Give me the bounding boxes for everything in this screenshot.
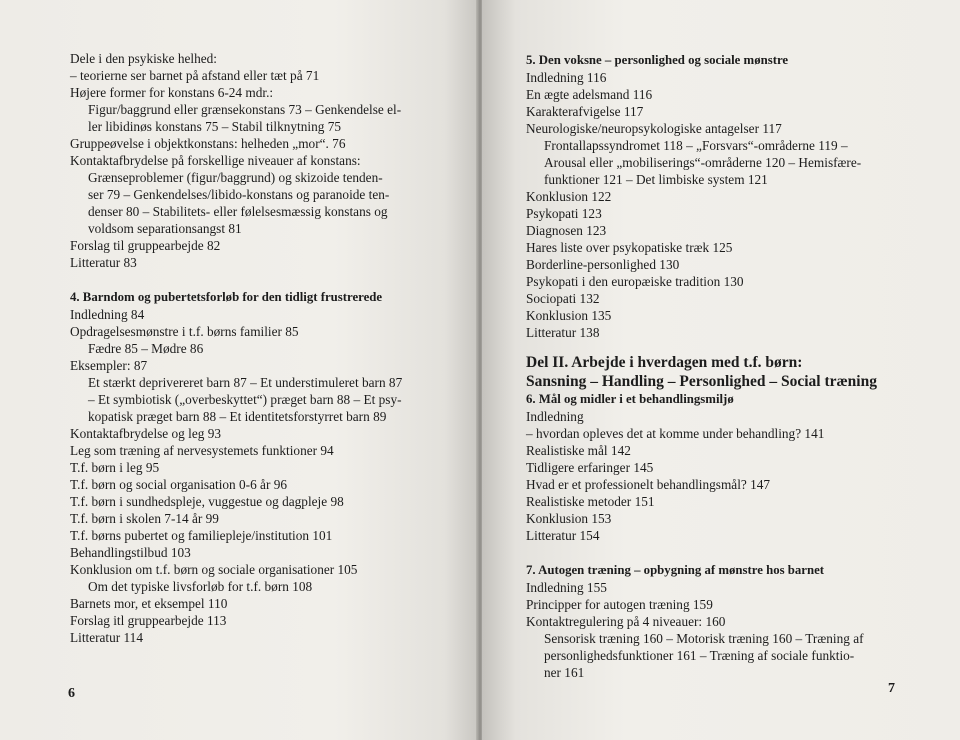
toc-entry: Principper for autogen træning 159 — [526, 597, 713, 612]
toc-entry: Indledning 84 — [70, 307, 145, 322]
toc-entry: T.f. børn og social organisation 0-6 år 96 — [70, 477, 288, 492]
toc-entry: Konklusion 153 — [526, 511, 612, 526]
toc-entry: kopatisk præget barn 88 – Et identitetsforstyrret barn 89 — [88, 409, 387, 424]
toc-entry: Behandlingstilbud 103 — [70, 545, 191, 560]
toc-entry: Et stærkt deprivereret barn 87 – Et understimuleret barn 87 — [88, 375, 403, 390]
toc-entry: Kontaktregulering på 4 niveauer: 160 — [526, 614, 726, 629]
left-page — [0, 0, 478, 740]
toc-entry: Litteratur 154 — [526, 528, 600, 543]
toc-entry: T.f. børn i skolen 7-14 år 99 — [70, 511, 219, 526]
toc-entry: Litteratur 138 — [526, 325, 600, 340]
toc-entry: Figur/baggrund eller grænsekonstans 73 – Genkendelse el- — [88, 102, 402, 117]
toc-entry: Forslag itl gruppearbejde 113 — [70, 613, 227, 628]
toc-entry: Tidligere erfaringer 145 — [526, 460, 654, 475]
toc-entry: Diagnosen 123 — [526, 223, 607, 238]
toc-entry: personlighedsfunktioner 161 – Træning af sociale funktio- — [544, 648, 855, 663]
toc-entry: Hvad er et professionelt behandlingsmål? 147 — [526, 477, 771, 492]
toc-entry: T.f. børn i sundhedspleje, vuggestue og dagpleje 98 — [70, 494, 344, 509]
toc-entry: Konklusion 135 — [526, 308, 612, 323]
toc-entry: T.f. børns pubertet og familiepleje/institution 101 — [70, 528, 333, 543]
chapter-heading: 4. Barndom og pubertetsforløb for den tidligt frustrerede — [70, 290, 383, 304]
chapter-heading: 7. Autogen træning – opbygning af mønstre hos barnet — [526, 563, 825, 577]
toc-entry: ler libidinøs konstans 75 – Stabil tilknytning 75 — [88, 119, 342, 134]
toc-entry: denser 80 – Stabilitets- eller følelsesmæssig konstans og — [88, 204, 388, 219]
toc-entry: Gruppeøvelse i objektkonstans: helheden „mor“. 76 — [70, 136, 346, 151]
toc-entry: Indledning — [526, 409, 584, 424]
toc-entry: Realistiske mål 142 — [526, 443, 631, 458]
toc-entry: – teorierne ser barnet på afstand eller tæt på 71 — [70, 68, 320, 83]
toc-entry: Indledning 155 — [526, 580, 607, 595]
toc-entry: Kontaktafbrydelse og leg 93 — [70, 426, 222, 441]
toc-entry: Litteratur 114 — [70, 630, 143, 645]
page-number-right: 7 — [888, 681, 895, 696]
toc-entry: Neurologiske/neuropsykologiske antagelser 117 — [526, 121, 782, 136]
toc-entry: Konklusion om t.f. børn og sociale organisationer 105 — [70, 562, 358, 577]
toc-entry: Grænseproblemer (figur/baggrund) og skizoide tenden- — [88, 170, 383, 185]
chapter-heading: 5. Den voksne – personlighed og sociale mønstre — [526, 53, 789, 67]
toc-entry: Opdragelsesmønstre i t.f. børns familier 85 — [70, 324, 299, 339]
toc-entry: Borderline-personlighed 130 — [526, 257, 680, 272]
spacer — [526, 544, 938, 562]
spacer — [70, 271, 450, 289]
toc-entry: Om det typiske livsforløb for t.f. børn 108 — [88, 579, 313, 594]
toc-entry: voldsom separationsangst 81 — [88, 221, 242, 236]
toc-entry: T.f. børn i leg 95 — [70, 460, 160, 475]
toc-entry: Litteratur 83 — [70, 255, 137, 270]
toc-entry: Barnets mor, et eksempel 110 — [70, 596, 228, 611]
toc-entry: Psykopati 123 — [526, 206, 602, 221]
toc-entry: Konklusion 122 — [526, 189, 612, 204]
toc-entry: ner 161 — [544, 665, 585, 680]
toc-entry: Hares liste over psykopatiske træk 125 — [526, 240, 733, 255]
toc-entry: Dele i den psykiske helhed: — [70, 51, 217, 66]
part-heading: Sansning – Handling – Personlighed – Social træning — [526, 373, 877, 390]
toc-entry: funktioner 121 – Det limbiske system 121 — [544, 172, 768, 187]
toc-entry: – Et symbiotisk („overbeskyttet“) præget barn 88 – Et psy- — [88, 392, 402, 407]
spacer — [526, 341, 938, 353]
left-toc — [70, 50, 450, 646]
toc-entry: Frontallapssyndromet 118 – „Forsvars“-områderne 119 – — [544, 138, 848, 153]
part-heading: Del II. Arbejde i hverdagen med t.f. børn: — [526, 354, 803, 371]
toc-entry: Leg som træning af nervesystemets funktioner 94 — [70, 443, 334, 458]
toc-entry: – hvordan opleves det at komme under behandling? 141 — [526, 426, 825, 441]
toc-entry: Fædre 85 – Mødre 86 — [88, 341, 204, 356]
toc-entry: Forslag til gruppearbejde 82 — [70, 238, 221, 253]
toc-entry: Kontaktafbrydelse på forskellige niveauer af konstans: — [70, 153, 361, 168]
toc-entry: Arousal eller „mobiliserings“-områderne 120 – Hemisfære- — [544, 155, 862, 170]
chapter-heading: 6. Mål og midler i et behandlingsmiljø — [526, 392, 734, 406]
toc-entry: Eksempler: 87 — [70, 358, 148, 373]
toc-entry: Indledning 116 — [526, 70, 607, 85]
toc-entry: Højere former for konstans 6-24 mdr.: — [70, 85, 274, 100]
toc-entry: ser 79 – Genkendelses/libido-konstans og paranoide ten- — [88, 187, 390, 202]
right-page — [482, 0, 960, 740]
toc-entry: Realistiske metoder 151 — [526, 494, 655, 509]
page-number-left: 6 — [68, 686, 75, 701]
toc-entry: Sociopati 132 — [526, 291, 600, 306]
toc-entry: En ægte adelsmand 116 — [526, 87, 653, 102]
toc-entry: Sensorisk træning 160 – Motorisk træning 160 – Træning af — [544, 631, 864, 646]
toc-entry: Psykopati i den europæiske tradition 130 — [526, 274, 744, 289]
right-toc — [526, 52, 938, 681]
toc-entry: Karakterafvigelse 117 — [526, 104, 644, 119]
